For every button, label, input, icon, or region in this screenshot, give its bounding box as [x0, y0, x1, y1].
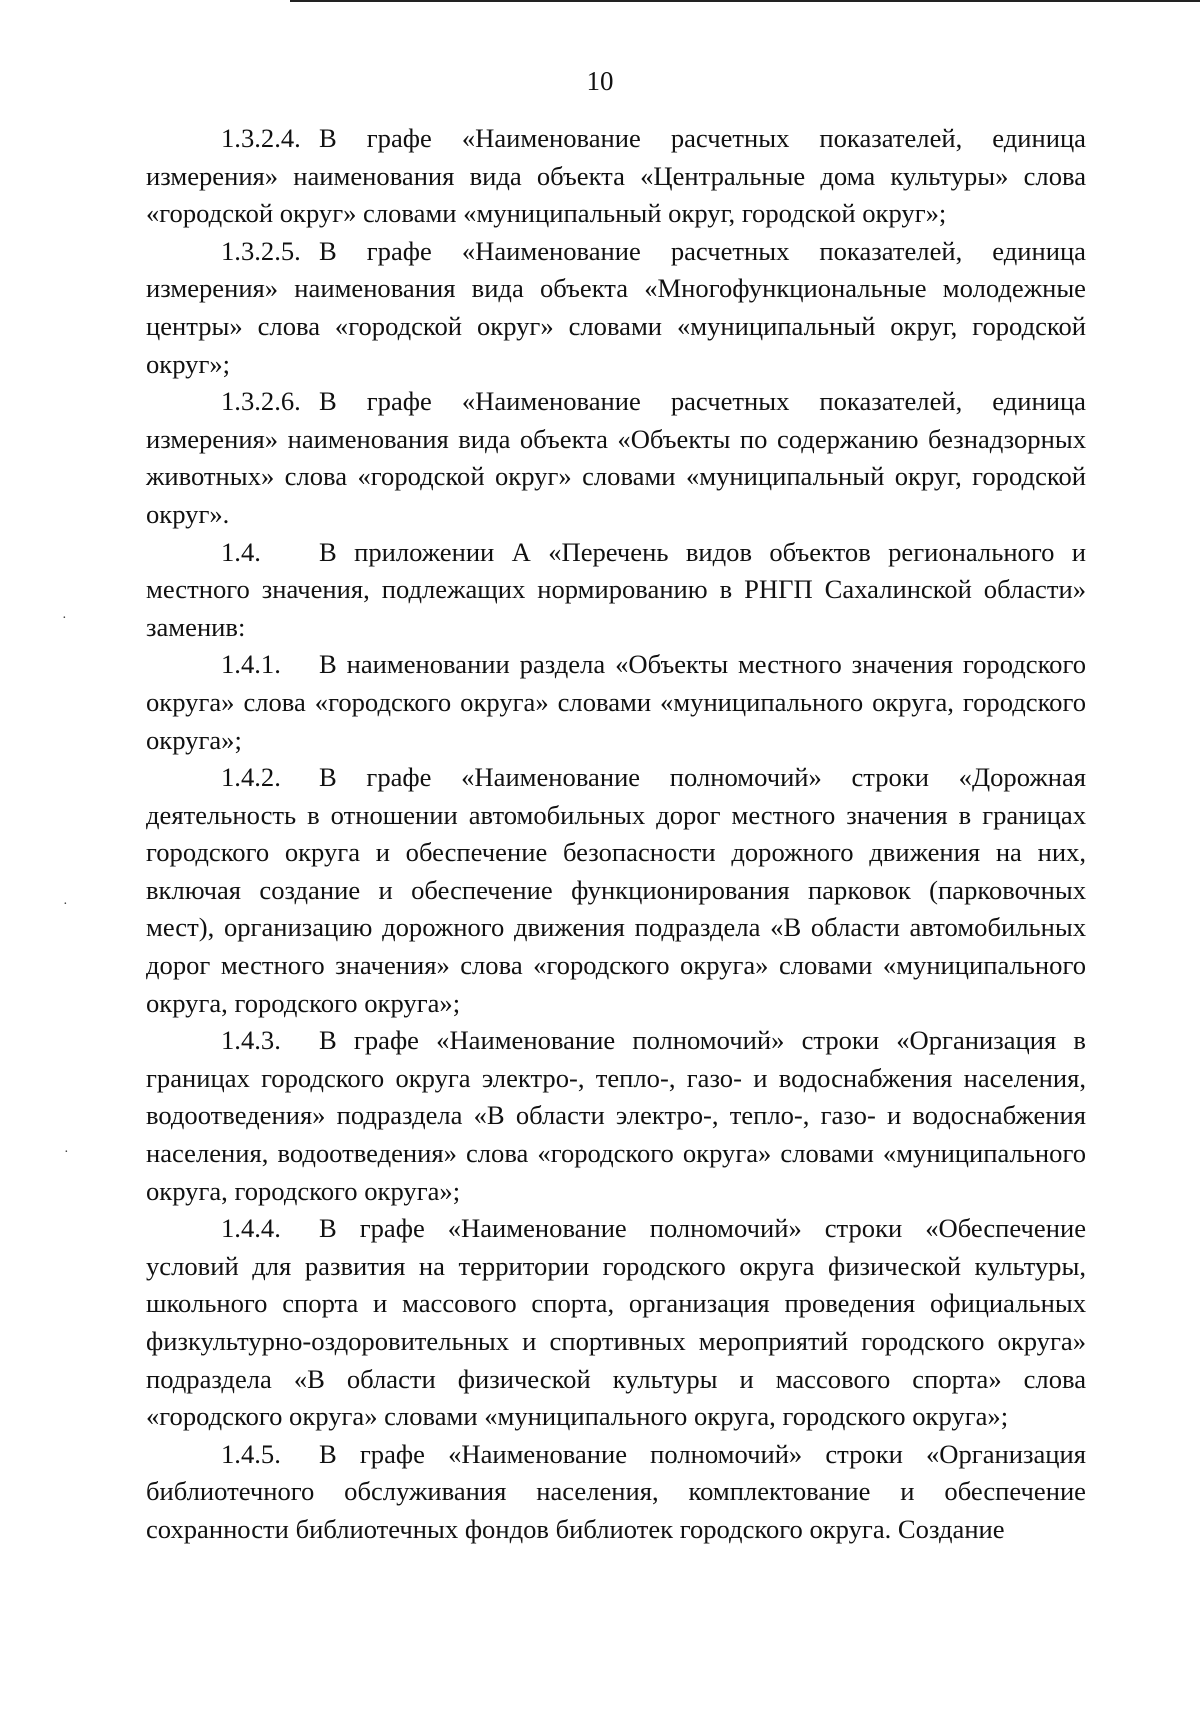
paragraph-number: 1.4.5. — [221, 1438, 281, 1469]
paragraph-1-4-4 — [146, 1210, 1086, 1436]
paragraph-1-4-2 — [146, 759, 1086, 1022]
paragraph-number: 1.3.2.5. — [221, 235, 301, 266]
paragraph-1-4-3 — [146, 1022, 1086, 1210]
paragraph-1-3-2-5 — [146, 233, 1086, 383]
paragraph-text: В графе «Наименование полномочий» строки «Организация в границах городского округа электро-, тепло-, газо- и водоснабжения населения, водоотведения» подраздела «В области электро-, тепло-, газо- и водоснабжения населения, водоотведения» слова «городского округа» словами «муниципального округа, городского округа»; — [146, 1025, 1086, 1206]
page-number: 10 — [586, 66, 614, 96]
paragraph-text: В графе «Наименование расчетных показателей, единица измерения» наименования вида объекта «Центральные дома культуры» слова «городской округ» словами «муниципальный округ, городской округ»; — [146, 123, 1086, 229]
scan-speck: · — [62, 611, 67, 626]
paragraph-number: 1.4.3. — [221, 1025, 281, 1056]
paragraph-text: В графе «Наименование расчетных показателей, единица измерения» наименования вида объекта «Объекты по содержанию безнадзорных животных» слова «городской округ» словами «муниципальный округ, городской округ». — [146, 386, 1086, 529]
scan-speck: · — [64, 1145, 69, 1160]
top-border-line — [290, 0, 1200, 2]
paragraph-number: 1.3.2.4. — [221, 123, 301, 153]
paragraph-text: В графе «Наименование полномочий» строки «Дорожная деятельность в отношении автомобильных дорог местного значения в границах городского округа и обеспечение безопасности дорожного движения на них, включая создание и обеспечение функционирования парковок (парковочных мест), организацию дорожного движения подраздела «В области автомобильных дорог местного значения» слова «городского округа» словами «муниципального округа, городского округа»; — [146, 762, 1086, 1018]
paragraph-number: 1.3.2.6. — [221, 386, 301, 417]
paragraph-1-3-2-4 — [146, 120, 1086, 233]
paragraph-text: В графе «Наименование полномочий» строки «Обеспечение условий для развития на территории городского округа физической культуры, школьного спорта и массового спорта, организация проведения официальных физкультурно-оздоровительных и спортивных мероприятий городского округа» подраздела «В области физической культуры и массового спорта» слова «городского округа» словами «муниципального округа, городского округа»; — [146, 1213, 1086, 1432]
paragraph-text: В наименовании раздела «Объекты местного значения городского округа» слова «городского округа» словами «муниципального округа, городского округа»; — [146, 649, 1086, 755]
document-body — [146, 120, 1086, 1549]
paragraph-text: В графе «Наименование расчетных показателей, единица измерения» наименования вида объекта «Многофункциональные молодежные центры» слова «городской округ» словами «муниципальный округ, городской округ»; — [146, 235, 1086, 379]
paragraph-number: 1.4.2. — [221, 762, 281, 793]
paragraph-1-3-2-6 — [146, 383, 1086, 533]
paragraph-number: 1.4.1. — [221, 649, 281, 680]
scan-speck: · — [63, 897, 68, 912]
paragraph-1-4-1 — [146, 646, 1086, 759]
paragraph-text: В приложении А «Перечень видов объектов регионального и местного значения, подлежащих нормированию в РНГП Сахалинской области» заменив: — [146, 536, 1086, 642]
paragraph-text: В графе «Наименование полномочий» строки «Организация библиотечного обслуживания населения, комплектование и обеспечение сохранности библиотечных фондов библиотек городского округа. Создание — [146, 1438, 1086, 1544]
paragraph-1-4-5 — [146, 1436, 1086, 1549]
paragraph-number: 1.4.4. — [221, 1213, 281, 1244]
paragraph-number: 1.4. — [221, 536, 261, 567]
paragraph-1-4 — [146, 534, 1086, 647]
